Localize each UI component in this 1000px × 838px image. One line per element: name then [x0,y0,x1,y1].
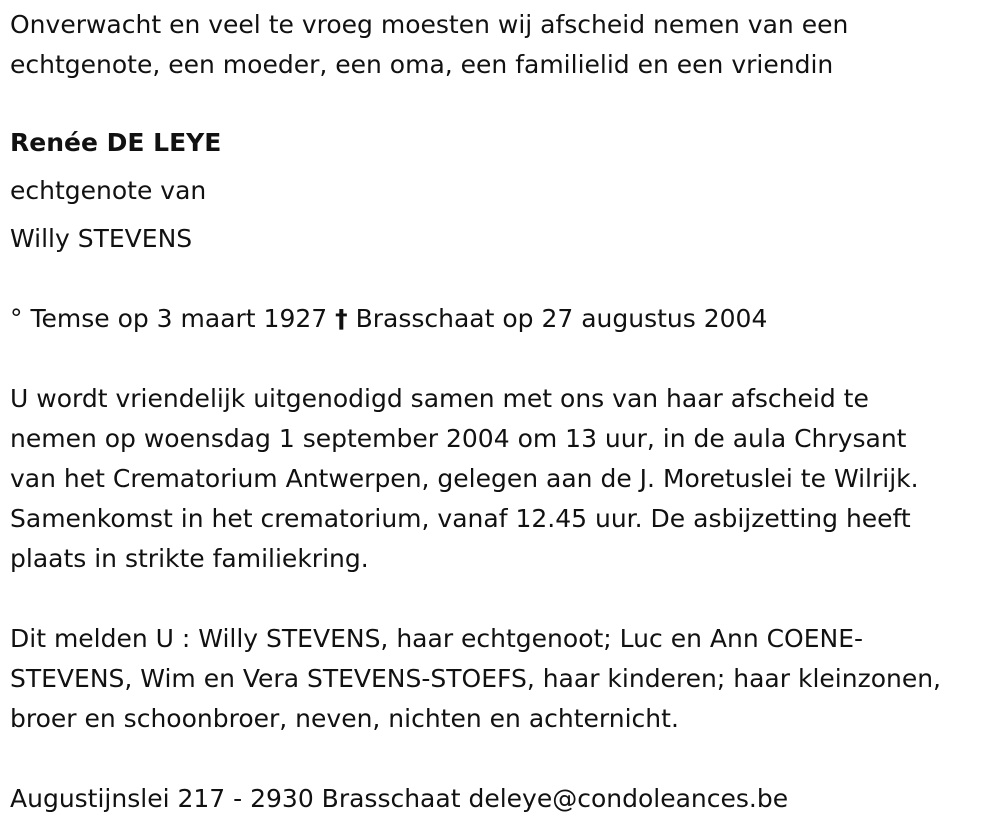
dates-line [10,299,992,339]
intro-line: Onverwacht en veel te vroeg moesten wij afscheid nemen van een [10,10,849,39]
relation-text: echtgenote van [10,176,207,205]
invitation-line: nemen op woensdag 1 september 2004 om 13 uur, in de aula Chrysant [10,424,907,453]
contact-line [10,779,992,819]
invitation-line: van het Crematorium Antwerpen, gelegen aan de J. Moretuslei te Wilrijk. [10,464,919,493]
deceased-block [10,123,992,259]
cross-icon: † [335,304,348,333]
email-link[interactable]: deleye@condoleances.be [468,784,789,813]
death-info: Brasschaat op 27 augustus 2004 [355,304,768,333]
announcement-line: STEVENS, Wim en Vera STEVENS-STOEFS, haar kinderen; haar kleinzonen, [10,664,942,693]
intro-text [10,5,992,85]
birth-info: Temse op 3 maart 1927 [30,304,328,333]
announcement-line: Dit melden U : Willy STEVENS, haar echtgenoot; Luc en Ann COENE- [10,624,864,653]
birth-symbol: ° [10,304,23,333]
spouse-name: Willy STEVENS [10,224,193,253]
announcement-line: broer en schoonbroer, neven, nichten en achternicht. [10,704,679,733]
invitation-line: Samenkomst in het crematorium, vanaf 12.45 uur. De asbijzetting heeft [10,504,911,533]
invitation-text [10,379,992,579]
address: Augustijnslei 217 - 2930 Brasschaat [10,784,461,813]
invitation-line: U wordt vriendelijk uitgenodigd samen met ons van haar afscheid te [10,384,869,413]
deceased-name: Renée DE LEYE [10,128,222,157]
invitation-line: plaats in strikte familiekring. [10,544,369,573]
announcement-text [10,619,992,739]
intro-line: echtgenote, een moeder, een oma, een familielid en een vriendin [10,50,834,79]
